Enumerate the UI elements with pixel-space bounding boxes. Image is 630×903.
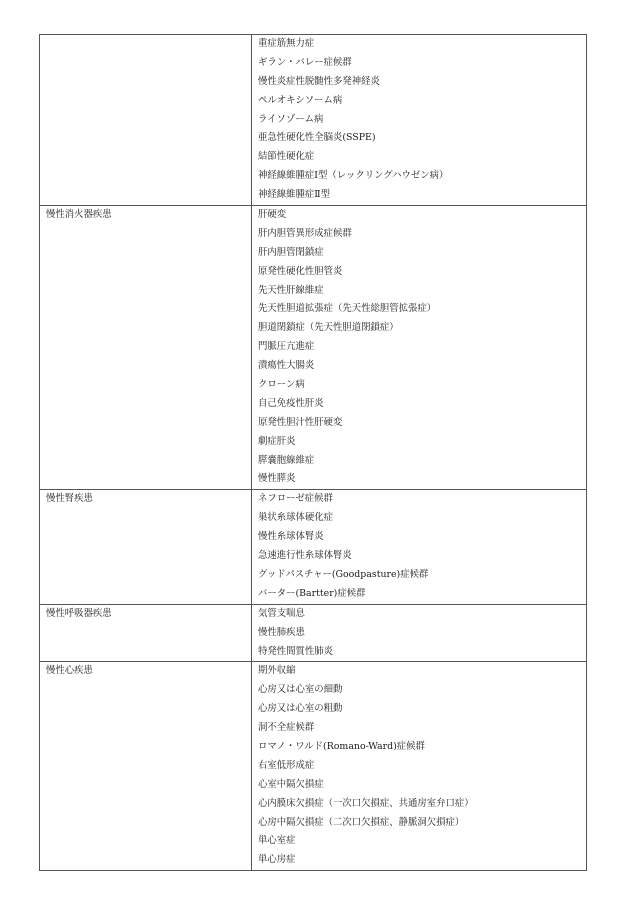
disease-table-body: [40, 35, 587, 871]
category-label: 慢性心疾患: [46, 665, 93, 677]
category-label: 慢性腎疾患: [46, 493, 93, 505]
disease-item: 原発性硬化性胆管炎: [258, 265, 343, 277]
disease-item: 特発性間質性肺炎: [258, 645, 334, 657]
category-row: [40, 490, 587, 604]
category-cell: [40, 206, 252, 490]
disease-item: バーター(Bartter)症候群: [258, 587, 366, 599]
disease-item: 慢性糸球体腎炎: [258, 531, 324, 543]
disease-item: 結節性硬化症: [258, 151, 315, 163]
disease-item: 肝内胆管閉鎖症: [258, 246, 324, 258]
category-row: [40, 206, 587, 490]
disease-item: 慢性肺疾患: [258, 626, 305, 638]
disease-item: 心房中隔欠損症（二次口欠損症、静脈洞欠損症）: [258, 816, 465, 828]
disease-item: 急速進行性糸球体腎炎: [258, 550, 352, 562]
category-cell: [40, 490, 252, 604]
disease-item: 門脈圧亢進症: [258, 341, 315, 353]
disease-item: 肝内胆管異形成症候群: [258, 227, 352, 239]
category-cell: [40, 604, 252, 662]
category-cell: [40, 35, 252, 206]
disease-item: 先天性胆道拡張症（先天性総胆管拡張症）: [258, 303, 437, 315]
category-row: [40, 662, 587, 871]
disease-item: 巣状糸球体硬化症: [258, 512, 334, 524]
disease-item: 期外収縮: [258, 665, 296, 677]
disease-item: 心房又は心室の細動: [258, 684, 343, 696]
disease-item: 単心房症: [258, 854, 296, 866]
disease-item: 単心室症: [258, 835, 296, 847]
disease-list-cell: [252, 604, 587, 662]
disease-item: 劇症肝炎: [258, 435, 296, 447]
category-label: [46, 35, 251, 54]
category-row: [40, 604, 587, 662]
disease-item: ギラン・バレー症候群: [258, 56, 352, 68]
category-row: [40, 35, 587, 206]
disease-item: 心房又は心室の粗動: [258, 703, 343, 715]
disease-item: 神経線維腫症Ⅰ型（レックリングハウゼン病）: [258, 170, 449, 182]
disease-item: クローン病: [258, 379, 305, 391]
disease-item: 心内膜床欠損症（一次口欠損症、共通房室弁口症）: [258, 797, 474, 809]
disease-item: 自己免疫性肝炎: [258, 397, 324, 409]
category-label: 慢性呼吸器疾患: [46, 607, 112, 619]
disease-item: 重症筋無力症: [258, 38, 315, 49]
disease-item: 右室低形成症: [258, 759, 315, 771]
disease-item: 気管支喘息: [258, 607, 305, 619]
disease-item: ロマノ・ワルド(Romano-Ward)症候群: [258, 740, 425, 752]
disease-item: 膵嚢胞線維症: [258, 454, 315, 466]
disease-item: 肝硬変: [258, 209, 287, 221]
disease-list-cell: [252, 35, 587, 206]
disease-item: 胆道閉鎖症（先天性胆道閉鎖症）: [258, 322, 399, 334]
disease-item: 心室中隔欠損症: [258, 778, 324, 790]
disease-item: ネフローゼ症候群: [258, 493, 333, 505]
disease-item: 先天性肝線維症: [258, 284, 324, 296]
disease-list-cell: [252, 662, 587, 871]
disease-table: [39, 34, 587, 871]
disease-item: 亜急性硬化性全脳炎(SSPE): [258, 132, 376, 144]
disease-item: グッドパスチャー(Goodpasture)症候群: [258, 568, 429, 580]
disease-item: 洞不全症候群: [258, 722, 315, 734]
category-cell: [40, 662, 252, 871]
disease-list-cell: [252, 490, 587, 604]
disease-item: 神経線維腫症Ⅱ型: [258, 189, 330, 201]
disease-item: 慢性膵炎: [258, 473, 296, 485]
disease-item: 潰瘍性大腸炎: [258, 360, 315, 372]
disease-list-cell: [252, 206, 587, 490]
disease-item: 原発性胆汁性肝硬変: [258, 416, 343, 428]
disease-item: 慢性炎症性脱髄性多発神経炎: [258, 75, 380, 87]
category-label: 慢性消火器疾患: [46, 209, 112, 221]
disease-item: ライソゾーム病: [258, 113, 324, 125]
disease-item: ペルオキシソーム病: [258, 94, 343, 106]
